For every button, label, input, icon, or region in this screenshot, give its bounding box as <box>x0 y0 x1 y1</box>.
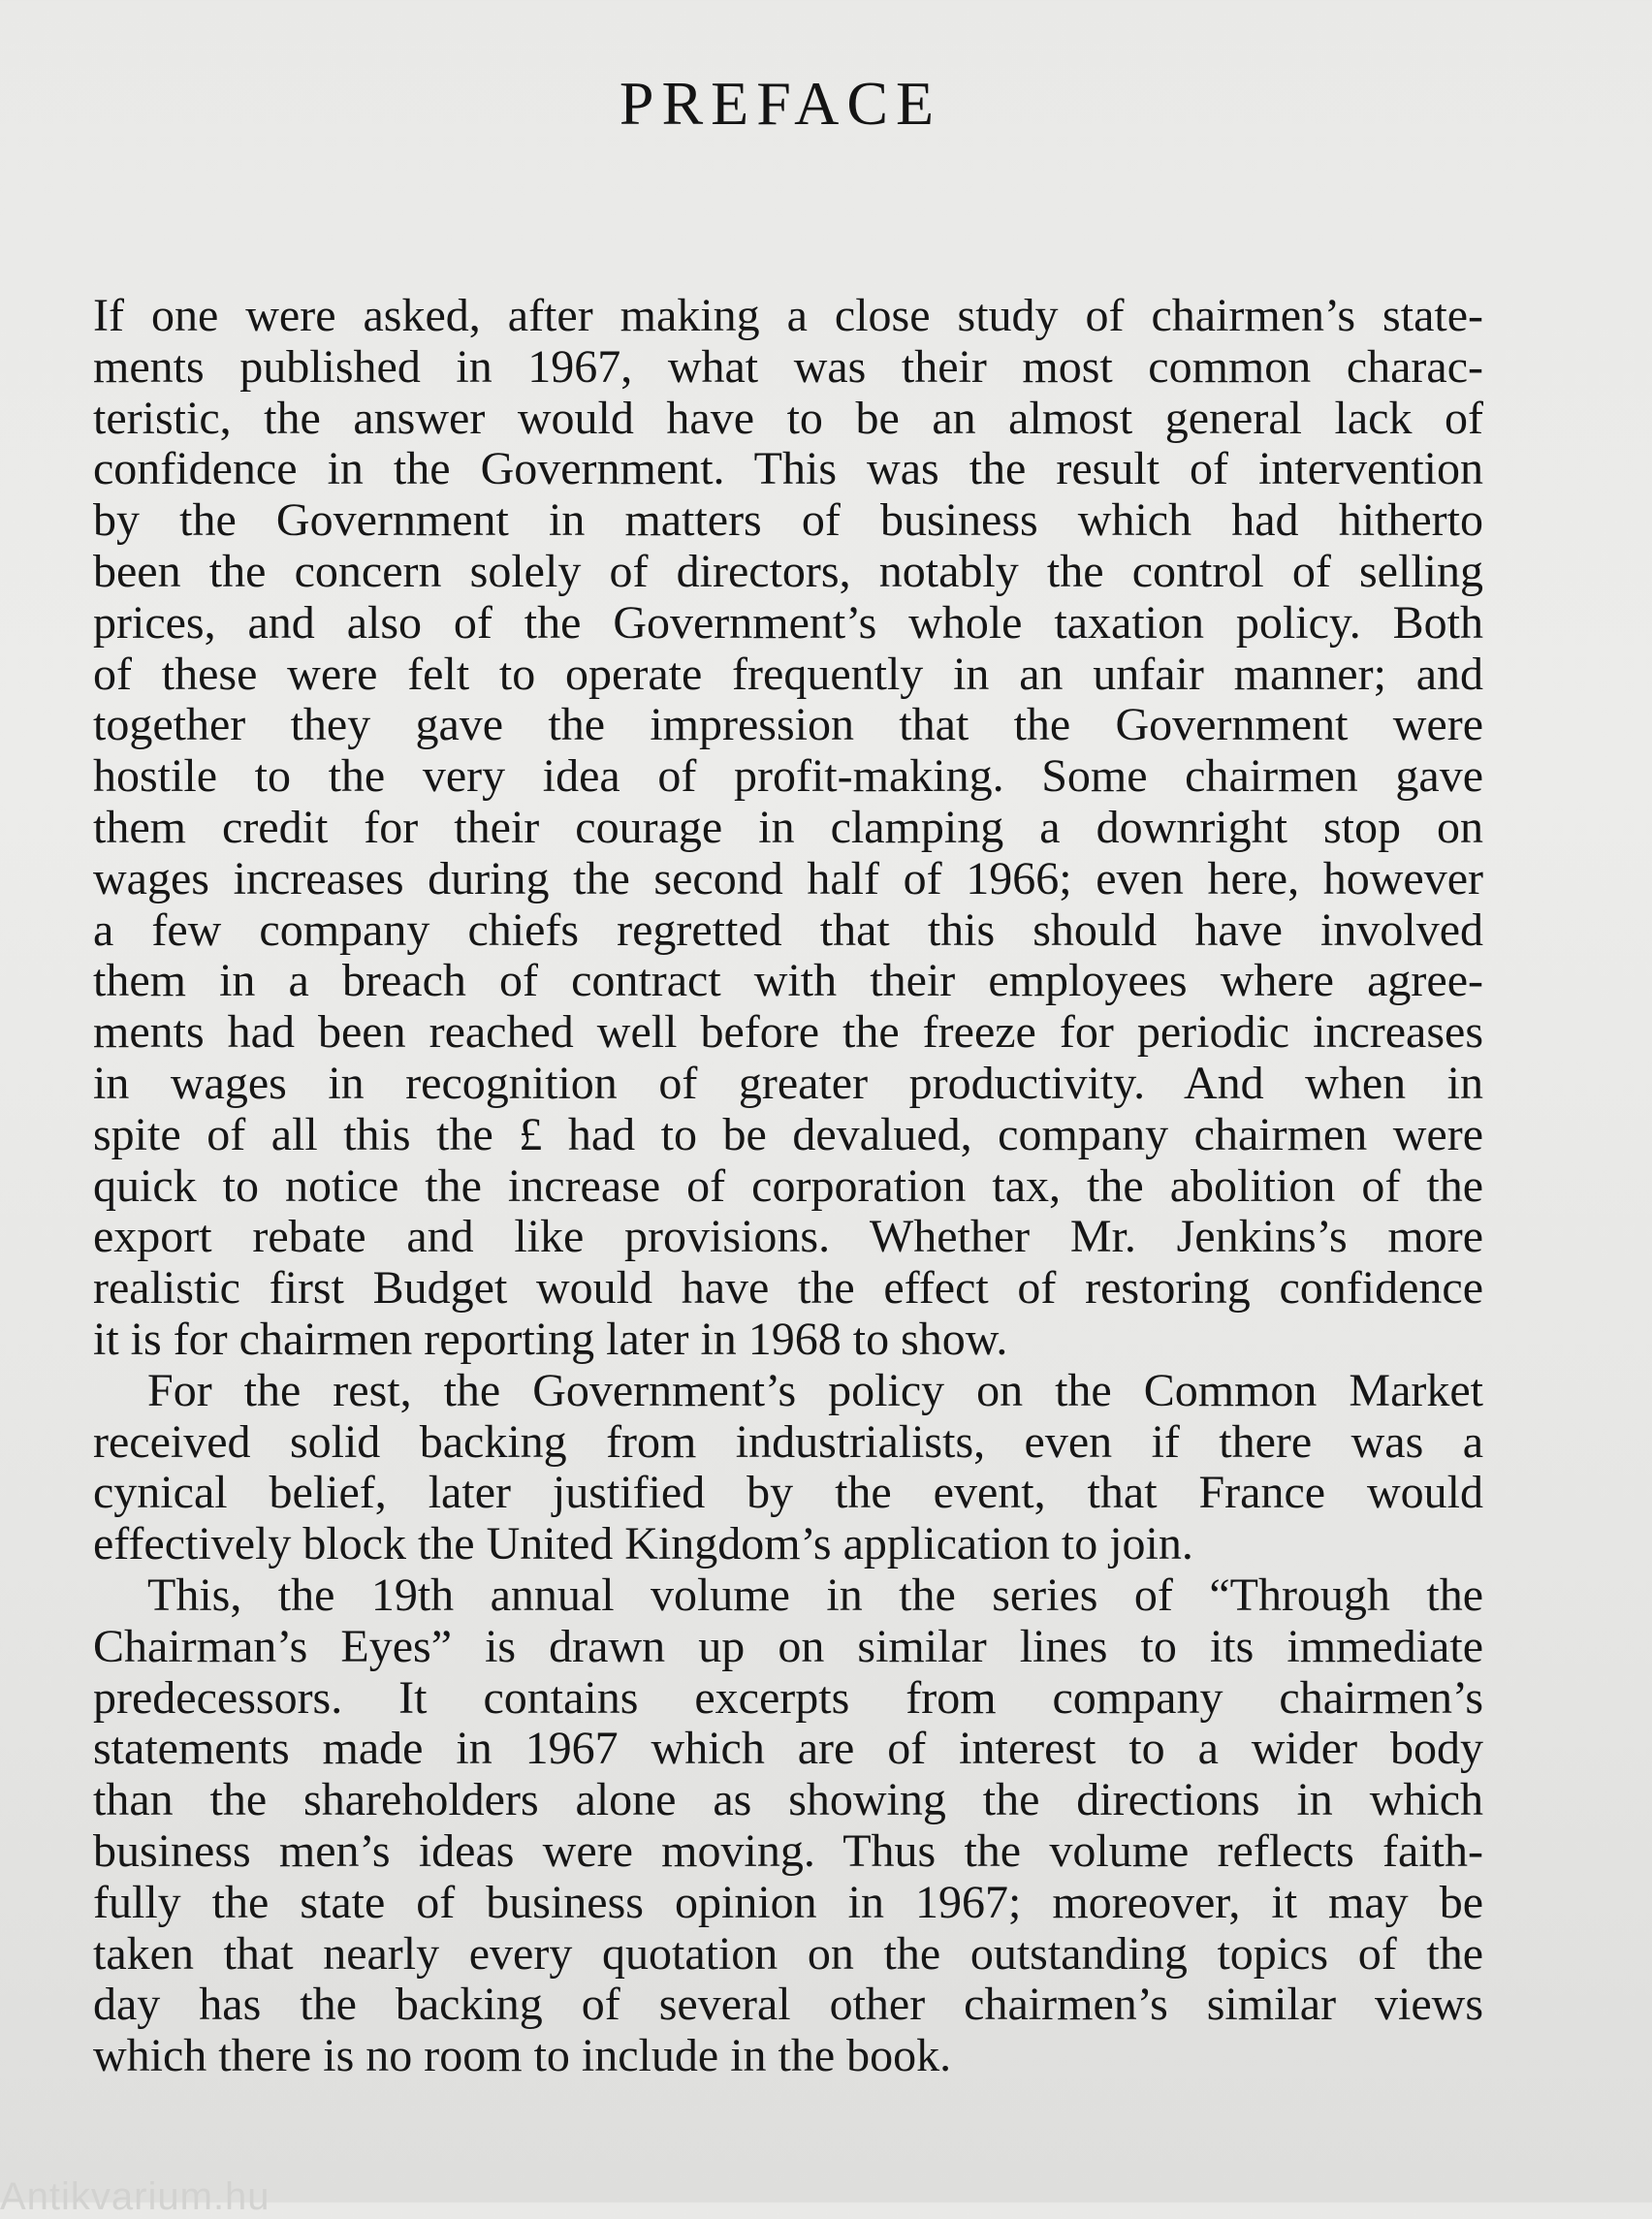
text-line: effectively block the United Kingdom’s application to join. <box>93 1518 1193 1570</box>
text-line: them credit for their courage in clamping a downright stop on <box>93 801 1483 853</box>
text-line: ments had been reached well before the freeze for periodic increases <box>93 1006 1483 1059</box>
paragraph <box>93 1570 1483 2082</box>
text-line: teristic, the answer would have to be an almost general lack of <box>93 392 1483 444</box>
text-line: by the Government in matters of business which had hitherto <box>93 494 1483 547</box>
text-line: ments published in 1967, what was their most common charac- <box>93 340 1483 393</box>
text-line: If one were asked, after making a close study of chairmen’s state- <box>93 290 1483 341</box>
text-line: a few company chiefs regretted that this should have involved <box>93 903 1483 956</box>
paragraph <box>93 1366 1483 1570</box>
text-line: than the shareholders alone as showing the directions in which <box>93 1774 1483 1826</box>
text-line: cynical belief, later justified by the event, that France would <box>93 1467 1483 1519</box>
text-line: fully the state of business opinion in 1967; moreover, it may be <box>93 1876 1483 1928</box>
text-line: Chairman’s Eyes” is drawn up on similar lines to its immediate <box>93 1620 1483 1672</box>
page-title: PREFACE <box>619 69 942 138</box>
text-line: For the rest, the Government’s policy on the Common Market <box>147 1364 1483 1416</box>
text-line: together they gave the impression that the Government were <box>93 699 1483 751</box>
text-line: in wages in recognition of greater productivity. And when in <box>93 1057 1483 1109</box>
text-line: day has the backing of several other chairmen’s similar views <box>93 1979 1483 2031</box>
paragraph <box>93 291 1483 1366</box>
text-line: prices, and also of the Government’s whole taxation policy. Both <box>93 596 1483 649</box>
text-line: them in a breach of contract with their employees where agree- <box>93 955 1483 1007</box>
preface-body <box>93 291 1483 2082</box>
text-line: which there is no room to include in the book. <box>93 2030 952 2082</box>
text-line: predecessors. It contains excerpts from company chairmen’s <box>93 1671 1483 1724</box>
text-line: spite of all this the £ had to be devalued, company chairmen were <box>93 1108 1483 1160</box>
text-line: of these were felt to operate frequently in an unfair manner; and <box>93 648 1483 700</box>
text-line: hostile to the very idea of profit-making. Some chairmen gave <box>93 750 1483 803</box>
text-line: confidence in the Government. This was the result of intervention <box>93 443 1483 495</box>
text-line: wages increases during the second half of 1966; even here, however <box>93 852 1483 904</box>
text-line: taken that nearly every quotation on the outstanding topics of the <box>93 1927 1483 1980</box>
text-line: realistic first Budget would have the effect of restoring confidence <box>93 1262 1483 1315</box>
text-line: export rebate and like provisions. Whether Mr. Jenkins’s more <box>93 1211 1483 1263</box>
text-line: received solid backing from industrialists, even if there was a <box>93 1415 1483 1468</box>
text-line: it is for chairmen reporting later in 1968 to show. <box>93 1313 1008 1365</box>
text-line: quick to notice the increase of corporation tax, the abolition of the <box>93 1159 1483 1212</box>
watermark-text: Antikvarium.hu <box>0 2175 270 2218</box>
text-line: been the concern solely of directors, notably the control of selling <box>93 545 1483 597</box>
text-line: business men’s ideas were moving. Thus the volume reflects faith- <box>93 1824 1483 1877</box>
text-line: statements made in 1967 which are of interest to a wider body <box>93 1723 1483 1775</box>
text-line: This, the 19th annual volume in the series of “Through the <box>147 1569 1483 1621</box>
